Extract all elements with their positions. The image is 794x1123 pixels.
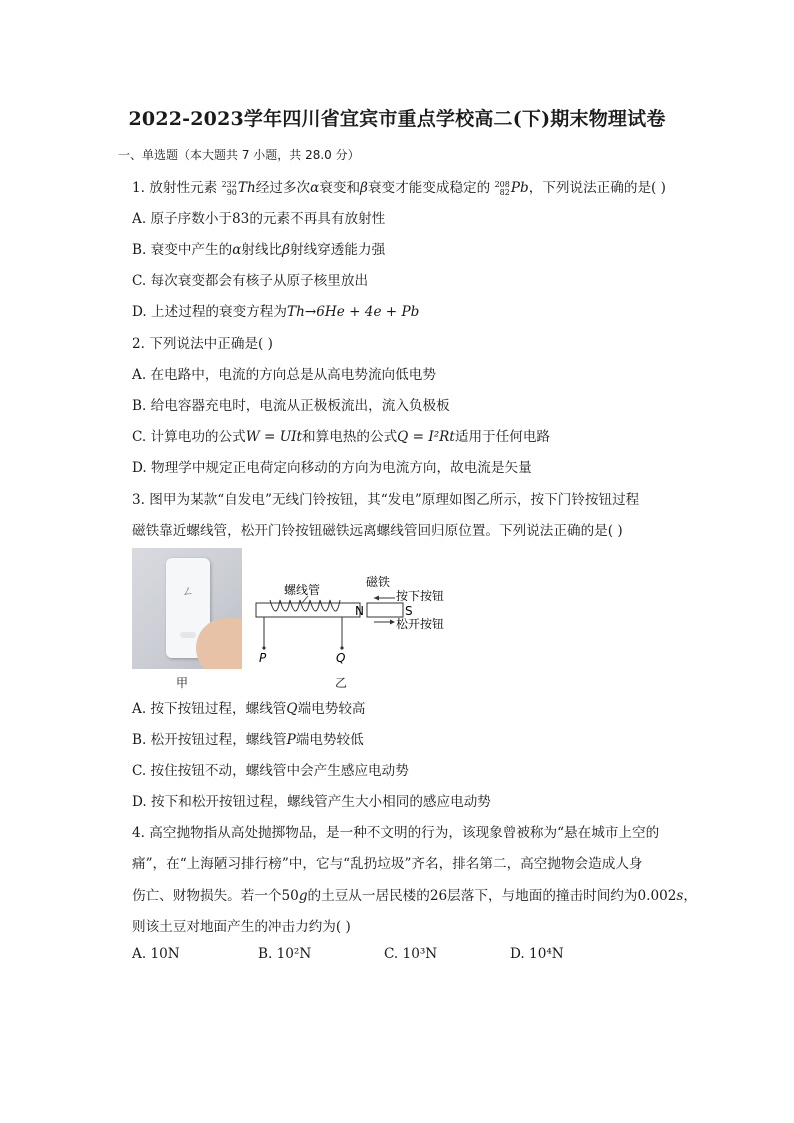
coil-winding — [270, 600, 340, 611]
label-release: 松开按钮 — [396, 617, 445, 631]
solenoid-diagram — [250, 570, 470, 670]
q2-option-c: C. 计算电功的公式W = UIt和算电热的公式Q = I²Rt适用于任何电路 — [132, 429, 551, 445]
doorbell-photo — [132, 548, 242, 669]
q2-option-a: A. 在电路中，电流的方向总是从高电势流向低电势 — [132, 367, 436, 383]
figure-caption-jia: 甲 — [176, 676, 189, 690]
question-3-stem-line2: 磁铁靠近螺线管，松开门铃按钮磁铁远离螺线管回归原位置。下列说法正确的是( ) — [132, 523, 623, 539]
question-2-stem: 2. 下列说法中正确是( ) — [132, 336, 273, 352]
q2-option-d: D. 物理学中规定正电荷定向移动的方向为电流方向，故电流是矢量 — [132, 460, 532, 476]
figure-caption-yi: 乙 — [335, 676, 348, 690]
question-4-stem-line4: 则该土豆对地面产生的冲击力约为( ) — [132, 919, 351, 935]
label-magnet: 磁铁 — [366, 575, 391, 589]
terminal-p: P — [259, 651, 267, 665]
q3-option-c: C. 按住按钮不动，螺线管中会产生感应电动势 — [132, 763, 409, 779]
page-title: 2022-2023学年四川省宜宾市重点学校高二(下)期末物理试卷 — [128, 108, 666, 130]
q4-option-d: D. 10⁴N — [510, 946, 564, 962]
q1-option-b: B. 衰变中产生的α射线比β射线穿透能力强 — [132, 242, 386, 258]
question-4-stem-line3: 伤亡、财物损失。若一个50g的土豆从一居民楼的26层落下，与地面的撞击时间约为0.002s， — [132, 888, 697, 904]
th-nuclide: 232 90 — [221, 179, 237, 197]
question-4-stem-line2: 痛”，在“上海陋习排行榜”中，它与“乱扔垃圾”齐名，排名第二，高空抛物会造成人身 — [132, 856, 643, 872]
terminal-q: Q — [336, 651, 346, 665]
question-1-stem: 1. 放射性元素 232 90Th经过多次α衰变和β衰变才能变成稳定的 208 82Pb，下列说法正确的是( ) — [132, 179, 666, 197]
doorbell-logo-icon: ㄥ — [182, 584, 195, 598]
label-n: N — [355, 604, 364, 618]
question-4-stem-line1: 4. 高空抛物指从高处抛掷物品，是一种不文明的行为，该现象曾被称为“悬在城市上空的 — [132, 825, 660, 841]
decay-equation: Th→6He + 4e + Pb — [287, 304, 420, 320]
section-heading: 一、单选题（本大题共 7 小题，共 28.0 分） — [118, 148, 360, 162]
label-s: S — [405, 604, 413, 618]
q4-option-c: C. 10³N — [384, 946, 438, 962]
pb-nuclide: 208 82 — [494, 179, 510, 197]
q4-option-b: B. 10²N — [258, 946, 312, 962]
q1-option-d: D. 上述过程的衰变方程为Th→6He + 4e + Pb — [132, 304, 420, 320]
q3-option-a: A. 按下按钮过程，螺线管Q端电势较高 — [132, 701, 366, 717]
q2-option-b: B. 给电容器充电时，电流从正极板流出，流入负极板 — [132, 398, 450, 414]
q3-option-b: B. 松开按钮过程，螺线管P端电势较低 — [132, 732, 364, 748]
question-3-stem-line1: 3. 图甲为某款“自发电”无线门铃按钮，其“发电”原理如图乙所示，按下门铃按钮过程 — [132, 492, 640, 508]
q4-option-a: A. 10N — [132, 946, 180, 962]
magnet — [367, 603, 403, 617]
q1-option-a: A. 原子序数小于83的元素不再具有放射性 — [132, 211, 386, 227]
q4-options — [132, 946, 636, 962]
label-press: 按下按钮 — [396, 589, 445, 603]
q1-option-c: C. 每次衰变都会有核子从原子核里放出 — [132, 273, 369, 289]
label-coil: 螺线管 — [284, 583, 321, 597]
q3-option-d: D. 按下和松开按钮过程，螺线管产生大小相同的感应电动势 — [132, 794, 491, 810]
